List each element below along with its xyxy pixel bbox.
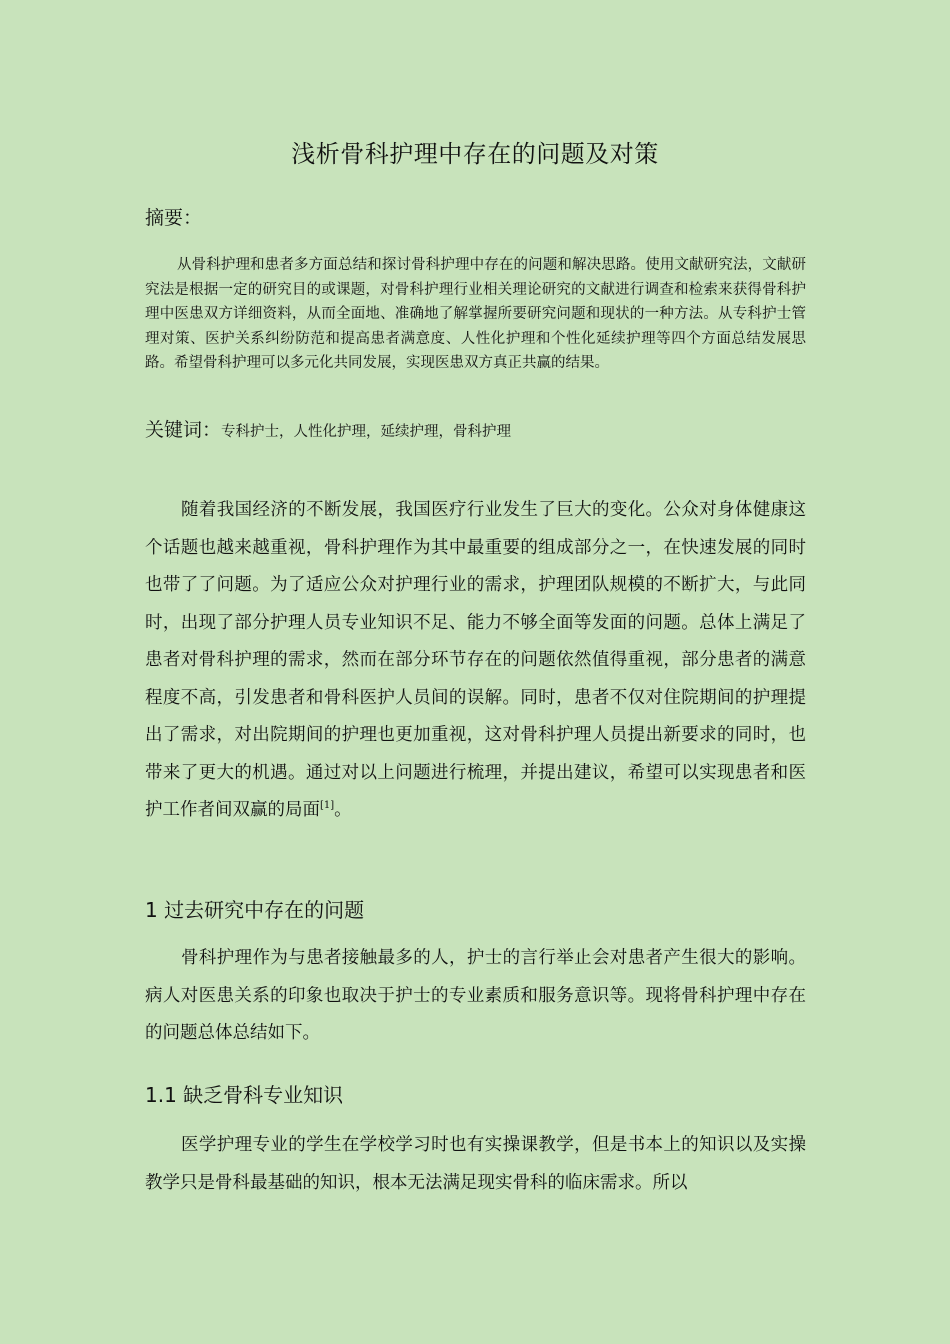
citation-ref[interactable]: [1]	[320, 800, 335, 812]
keywords-label: 关键词：	[145, 419, 222, 441]
paper-title: 浅析骨科护理中存在的问题及对策	[291, 140, 659, 168]
section-1-heading: 1 过去研究中存在的问题	[145, 898, 365, 922]
intro-text: 随着我国经济的不断发展，我国医疗行业发生了巨大的变化。公众对身体健康这个话题也越来越重视，骨科护理作为其中最重要的组成部分之一，在快速发展的同时也带了了问题。为了适应公众对护理行业的需求，护理团队规模的不断扩大，与此同时，出现了部分护理人员专业知识不足、能力不够全面等发面的问题。总体上满足了患者对骨科护理的需求，然而在部分环节存在的问题依然值得重视，部分患者的满意程度不高，引发患者和骨科医护人员间的误解。同时，患者不仅对住院期间的护理提出了需求，对出院期间的护理也更加重视，这对骨科护理人员提出新要求的同时，也带来了更大的机遇。通过对以上问题进行梳理，并提出建议，希望可以实现患者和医护工作者间双赢的局面	[145, 500, 806, 820]
abstract-text: 从骨科护理和患者多方面总结和探讨骨科护理中存在的问题和解决思路。使用文献研究法，文献研究法是根据一定的研究目的或课题，对骨科护理行业相关理论研究的文献进行调查和检索来获得骨科护理中医患双方详细资料，从而全面地、准确地了解掌握所要研究问题和现状的一种方法。从专科护士管理对策、医护关系纠纷防范和提高患者满意度、人性化护理和个性化延续护理等四个方面总结发展思路。希望骨科护理可以多元化共同发展，实现医患双方真正共赢的结果。	[145, 257, 806, 371]
keywords-line	[145, 415, 806, 442]
keywords-text: 专科护士，人性化护理，延续护理，骨科护理	[221, 424, 512, 440]
intro-paragraph	[145, 492, 806, 830]
section-1-1-paragraph: 医学护理专业的学生在学校学习时也有实操课教学，但是书本上的知识以及实操教学只是骨科最基础的知识，根本无法满足现实骨科的临床需求。所以	[145, 1135, 806, 1193]
section-1-1-heading: 1.1 缺乏骨科专业知识	[145, 1083, 344, 1107]
intro-end: 。	[334, 800, 352, 820]
section-1-paragraph: 骨科护理作为与患者接触最多的人，护士的言行举止会对患者产生很大的影响。病人对医患关系的印象也取决于护士的专业素质和服务意识等。现将骨科护理中存在的问题总体总结如下。	[145, 948, 806, 1043]
abstract-heading: 摘要：	[145, 207, 203, 229]
